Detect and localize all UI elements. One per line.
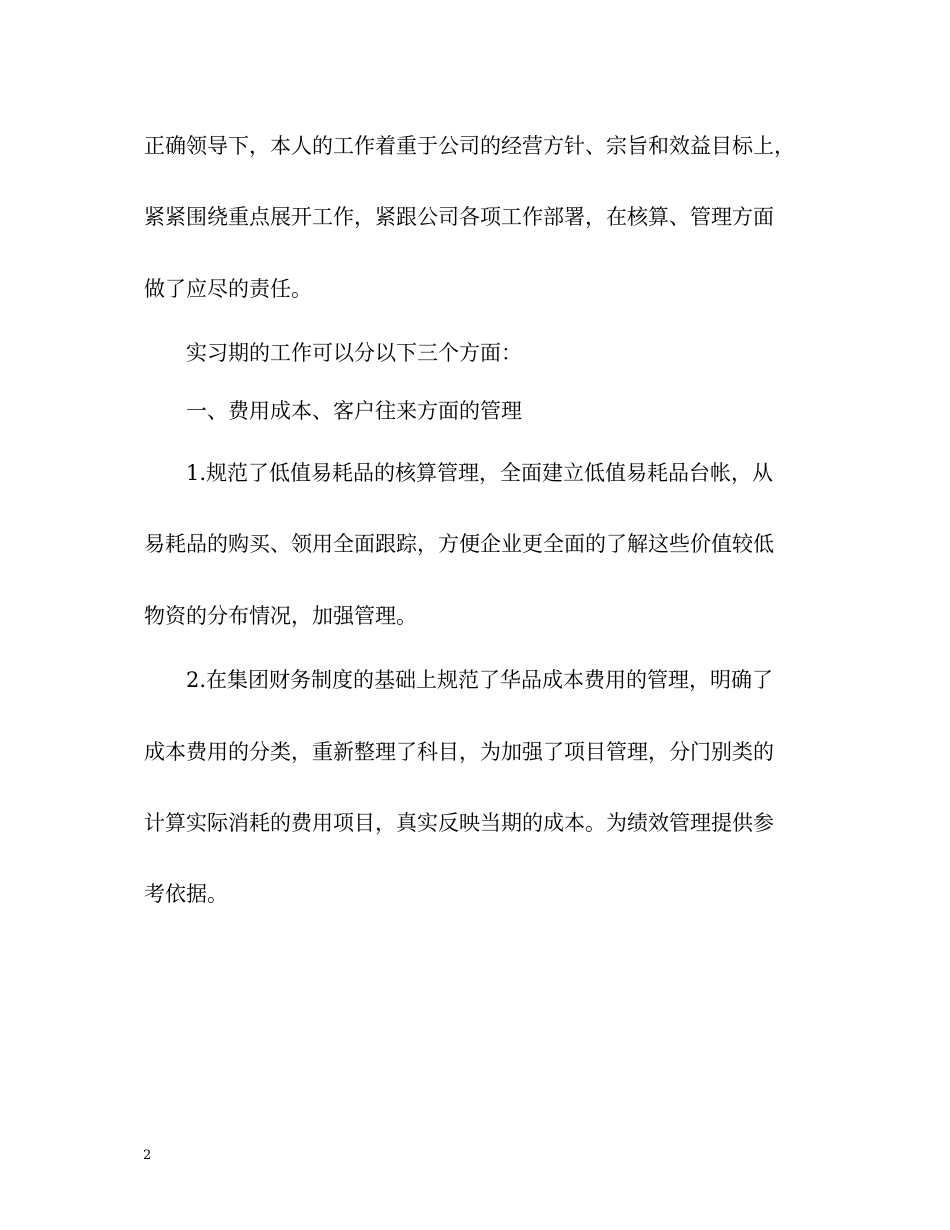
text-line: 计算实际消耗的费用项目，真实反映当期的成本。为绩效管理提供参 (144, 811, 774, 835)
text-line: 2.在集团财务制度的基础上规范了华品成本费用的管理，明确了 (186, 668, 774, 692)
text-line: 做了应尽的责任。 (144, 277, 312, 301)
text-line: 正确领导下，本人的工作着重于公司的经营方针、宗旨和效益目标上， (144, 134, 795, 158)
text-line: 紧紧围绕重点展开工作，紧跟公司各项工作部署，在核算、管理方面 (144, 205, 774, 229)
text-line: 物资的分布情况，加强管理。 (144, 604, 417, 628)
text-line: 实习期的工作可以分以下三个方面： (186, 341, 522, 365)
section-heading: 一、费用成本、客户往来方面的管理 (186, 399, 522, 423)
text-line: 易耗品的购买、领用全面跟踪，方便企业更全面的了解这些价值较低 (144, 532, 774, 556)
page-number: 2 (143, 1148, 152, 1163)
text-line: 考依据。 (144, 882, 228, 906)
text-line: 1.规范了低值易耗品的核算管理，全面建立低值易耗品台帐，从 (186, 461, 774, 485)
text-line: 成本费用的分类，重新整理了科目，为加强了项目管理，分门别类的 (144, 740, 774, 764)
